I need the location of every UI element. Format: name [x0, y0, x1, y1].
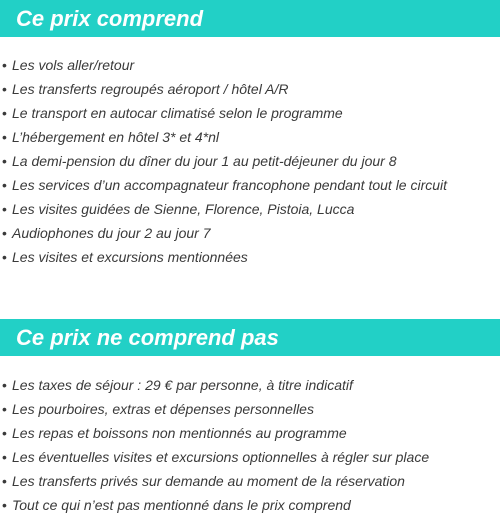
- bullet-icon: •: [2, 497, 7, 513]
- included-item: [0, 173, 500, 197]
- included-item: [0, 53, 500, 77]
- excluded-item: [0, 469, 500, 493]
- bullet-icon: •: [2, 449, 7, 465]
- included-item: [0, 197, 500, 221]
- bullet-icon: •: [2, 249, 7, 265]
- bullet-icon: •: [2, 129, 7, 145]
- excluded-item-text: Les éventuelles visites et excursions optionnelles à régler sur place: [12, 449, 430, 465]
- excluded-item: [0, 373, 500, 397]
- included-item: [0, 245, 500, 269]
- bullet-icon: •: [2, 377, 7, 393]
- bullet-icon: •: [2, 473, 7, 489]
- excluded-list: [0, 356, 500, 517]
- excluded-item-text: Tout ce qui n’est pas mentionné dans le prix comprend: [12, 497, 351, 513]
- bullet-icon: •: [2, 153, 7, 169]
- bullet-icon: •: [2, 401, 7, 417]
- bullet-icon: •: [2, 177, 7, 193]
- included-item-text: Les services d’un accompagnateur francophone pendant tout le circuit: [12, 177, 448, 193]
- included-item-text: Les visites guidées de Sienne, Florence, Pistoia, Lucca: [12, 201, 355, 217]
- excluded-item: [0, 397, 500, 421]
- bullet-icon: •: [2, 81, 7, 97]
- included-item-text: Audiophones du jour 2 au jour 7: [12, 225, 211, 241]
- excluded-item-text: Les taxes de séjour : 29 € par personne, à titre indicatif: [12, 377, 353, 393]
- included-item-text: La demi-pension du dîner du jour 1 au petit-déjeuner du jour 8: [12, 153, 397, 169]
- included-item-text: L’hébergement en hôtel 3* et 4*nl: [12, 129, 220, 145]
- bullet-icon: •: [2, 201, 7, 217]
- included-item: [0, 221, 500, 245]
- included-item: [0, 149, 500, 173]
- included-item-text: Les transferts regroupés aéroport / hôtel A/R: [12, 81, 289, 97]
- excluded-section: [0, 319, 500, 517]
- included-item-text: Les visites et excursions mentionnées: [12, 249, 248, 265]
- bullet-icon: •: [2, 57, 7, 73]
- excluded-item: [0, 421, 500, 445]
- included-item-text: Les vols aller/retour: [12, 57, 135, 73]
- included-item: [0, 77, 500, 101]
- excluded-item: [0, 493, 500, 517]
- excluded-item-text: Les pourboires, extras et dépenses personnelles: [12, 401, 314, 417]
- included-item-text: Le transport en autocar climatisé selon le programme: [12, 105, 343, 121]
- excluded-item-text: Les repas et boissons non mentionnés au programme: [12, 425, 347, 441]
- included-list: [0, 37, 500, 269]
- bullet-icon: •: [2, 225, 7, 241]
- included-item: [0, 125, 500, 149]
- excluded-item: [0, 445, 500, 469]
- bullet-icon: •: [2, 105, 7, 121]
- included-title: Ce prix comprend: [0, 0, 500, 37]
- bullet-icon: •: [2, 425, 7, 441]
- included-item: [0, 101, 500, 125]
- excluded-item-text: Les transferts privés sur demande au moment de la réservation: [12, 473, 405, 489]
- excluded-title: Ce prix ne comprend pas: [0, 319, 500, 356]
